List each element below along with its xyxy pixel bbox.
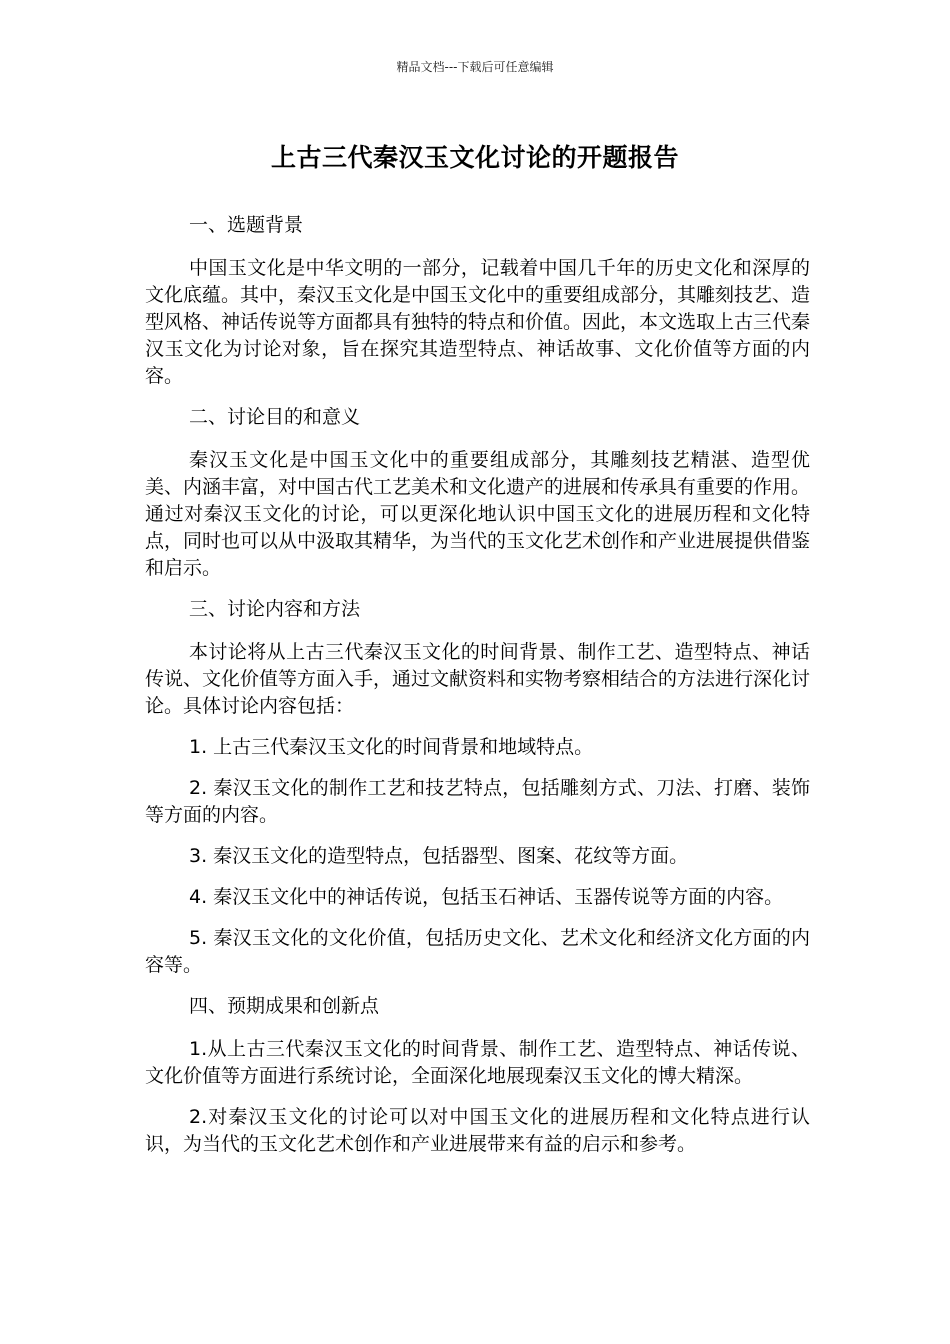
paragraph: 本讨论将从上古三代秦汉玉文化的时间背景、制作工艺、造型特点、神话传说、文化价值等方面入手，通过文献资料和实物考察相结合的方法进行深化讨论。具体讨论内容包括： (145, 641, 811, 717)
list-item: 1.从上古三代秦汉玉文化的时间背景、制作工艺、造型特点、神话传说、文化价值等方面进行系统讨论，全面深化地展现秦汉玉文化的博大精深。 (145, 1038, 810, 1087)
section-content-method (145, 596, 810, 979)
section-heading: 三、讨论内容和方法 (189, 598, 361, 620)
list-item: 3. 秦汉玉文化的造型特点，包括器型、图案、花纹等方面。 (189, 845, 689, 867)
list-item: 2. 秦汉玉文化的制作工艺和技艺特点，包括雕刻方式、刀法、打磨、装饰等方面的内容。 (145, 777, 810, 826)
page-header: 精品文档---下载后可任意编辑 (396, 60, 554, 74)
section-outcomes (145, 993, 810, 1158)
list-item: 4. 秦汉玉文化中的神话传说，包括玉石神话、玉器传说等方面的内容。 (189, 886, 784, 908)
document-body (145, 212, 810, 1172)
section-heading: 一、选题背景 (189, 214, 304, 236)
section-heading: 二、讨论目的和意义 (189, 406, 361, 428)
list-item: 2.对秦汉玉文化的讨论可以对中国玉文化的进展历程和文化特点进行认识，为当代的玉文化艺术创作和产业进展带来有益的启示和参考。 (145, 1106, 810, 1155)
section-heading: 四、预期成果和创新点 (189, 995, 380, 1017)
document-title: 上古三代秦汉玉文化讨论的开题报告 (270, 143, 679, 172)
section-purpose (145, 404, 810, 582)
paragraph: 中国玉文化是中华文明的一部分，记载着中国几千年的历史文化和深厚的文化底蕴。其中，秦汉玉文化是中国玉文化中的重要组成部分，其雕刻技艺、造型风格、神话传说等方面都具有独特的特点和价值。因此，本文选取上古三代秦汉玉文化为讨论对象，旨在探究其造型特点、神话故事、文化价值等方面的内容。 (145, 257, 811, 387)
list-item: 5. 秦汉玉文化的文化价值，包括历史文化、艺术文化和经济文化方面的内容等。 (145, 927, 810, 976)
paragraph: 秦汉玉文化是中国玉文化中的重要组成部分，其雕刻技艺精湛、造型优美、内涵丰富，对中国古代工艺美术和文化遗产的进展和传承具有重要的作用。通过对秦汉玉文化的讨论，可以更深化地认识中国玉文化的进展历程和文化特点，同时也可以从中汲取其精华，为当代的玉文化艺术创作和产业进展提供借鉴和启示。 (145, 449, 811, 579)
list-item: 1. 上古三代秦汉玉文化的时间背景和地域特点。 (189, 736, 594, 758)
section-background (145, 212, 810, 390)
